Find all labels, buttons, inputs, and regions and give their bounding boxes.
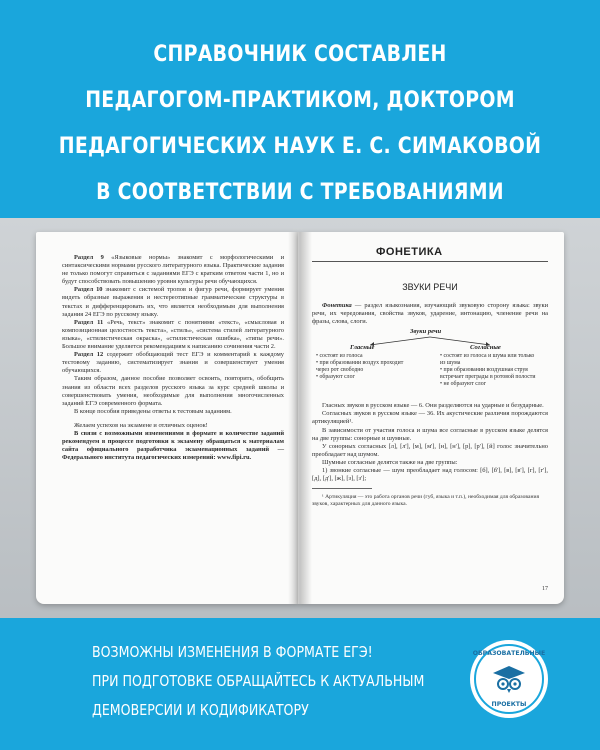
section-12-heading: Раздел 12 <box>74 351 104 359</box>
bottom-line-1: ВОЗМОЖНЫ ИЗМЕНЕНИЯ В ФОРМАТЕ ЕГЭ! <box>92 643 373 661</box>
section-title: ФОНЕТИКА <box>376 246 443 258</box>
consonants-count-text: Согласных звуков в русском языке — 36. Их акустические различия порождаются артикуляцией¹. <box>312 410 548 426</box>
left-page <box>36 232 298 604</box>
noisy-text: Шумные согласные делятся также на две группы: <box>322 458 458 466</box>
section-9-text: «Языковые нормы» знакомит с морфологическими и синтаксическими нормами русского литературного языка. Практические задания не только помогут справиться с заданиями ЕГЭ с кратким ответом части 1, но и будут способствовать повышению уровня культуры речи обучающихся. <box>62 254 284 286</box>
voiced-text: 1) звонкие согласные — шум преобладает над голосом: [б], [б'], [в], [в'], [г], [г'], [д], [д'], [ж], [з], [з']; <box>312 467 548 483</box>
section-9-heading: Раздел 9 <box>74 254 104 261</box>
headline-line-1: СПРАВОЧНИК СОСТАВЛЕН <box>153 42 447 67</box>
vowels-label: Гласные <box>350 344 375 352</box>
answers-note: В конце пособия приведены ответы к тестовым заданиям. <box>74 407 232 415</box>
bottom-line-2: ПРИ ПОДГОТОВКЕ ОБРАЩАЙТЕСЬ К АКТУАЛЬНЫМ <box>92 672 425 690</box>
consonant-groups-text: В зависимости от участия голоса и шума все согласные в русском языке делятся на две группы: сонорные и шумные. <box>312 426 548 442</box>
consonants-list <box>440 353 540 388</box>
phonetics-definition: — раздел языкознания, изучающий звуковую сторону языка: звуки речи, их чередования, свойства звуков, ударение, интонацию, членение речи на фразы, слова, слоги. <box>312 302 548 326</box>
consonants-label: Согласные <box>470 344 501 352</box>
consonants-item: • не образуют слог <box>440 381 540 388</box>
logo-top-text: ОБРАЗОВАТЕЛЬНЫЕ <box>472 650 546 657</box>
phonetics-intro <box>312 302 548 326</box>
headline-line-2: ПЕДАГОГОМ-ПРАКТИКОМ, ДОКТОРОМ <box>85 88 515 113</box>
fipi-note: В связи с возможными изменениями в формате и количестве заданий рекомендуем в процессе подготовки к экзамену обращаться к материалам сайта официального разработчика экзаменационных заданий — Федерального института педагогических измерений: www.fipi.ru. <box>62 429 284 462</box>
right-page-content <box>312 246 548 508</box>
section-rule <box>312 261 548 262</box>
vowels-item: • образуют слог <box>316 374 416 381</box>
summary-paragraph: Таким образом, данное пособие позволяет освоить, повторить, обобщить знания из области всех разделов русского языка за курс средней школы и совершенствовать умения, необходимые для выполнения многочисленных заданий ЕГЭ современного формата. <box>62 375 284 407</box>
footnote-rule <box>312 488 372 489</box>
diagram-root-label: Звуки речи <box>410 328 442 336</box>
phonetics-body <box>312 402 548 483</box>
vowels-item: • при образовании воздух проходит через рот свободно <box>316 360 416 374</box>
bottom-notice <box>92 638 445 725</box>
subsection-title: ЗВУКИ РЕЧИ <box>402 282 458 292</box>
right-page <box>298 232 564 604</box>
vowels-item: • состоят из голоса <box>316 353 416 360</box>
section-11-heading: Раздел 11 <box>74 318 104 326</box>
page-number: 17 <box>542 586 548 592</box>
left-page-text <box>62 254 284 462</box>
footnote: ¹ Артикуляция — это работа органов речи (губ, языка и т.п.), необходимая для образования звуков, характерных для данного языка. <box>312 494 540 508</box>
vowels-count-text: Гласных звуков в русском языке — 6. Они разделяются на ударные и безударные. <box>322 402 544 410</box>
section-10-text: знакомит с системой тропов и фигур речи, формирует умения видеть образные выражения и нестереотипные грамматические структуры в текстах и дифференцировать их, что является необходимым для выполнения задания 24 ЕГЭ по русскому языку. <box>62 286 285 318</box>
wishes-paragraph: Желаем успехов на экзамене и отличных оценок! <box>74 421 208 429</box>
speech-sounds-diagram <box>312 328 548 390</box>
sonorant-text: У сонорных согласных [л], [л'], [м], [м'], [н], [н'], [р], [р'], [й] голос значительно преобладает над шумом. <box>312 442 548 458</box>
bottom-line-3: ДЕМОВЕРСИИ И КОДИФИКАТОРУ <box>92 701 309 719</box>
headline-line-4: В СООТВЕТСТВИИ С ТРЕБОВАНИЯМИ <box>96 180 504 205</box>
publisher-logo <box>470 640 548 718</box>
section-12-text: содержит обобщающий тест ЕГЭ и комментарий к каждому тестовому заданию, систематизирует знания и совершенствует умения обучающихся. <box>62 351 284 375</box>
section-10-heading: Раздел 10 <box>74 286 103 294</box>
consonants-item: • состоят из голоса и шума или только из шума <box>440 353 540 367</box>
consonants-item: • при образовании воздушная струя встречает преграды в ротовой полости <box>440 367 540 381</box>
headline-line-3: ПЕДАГОГИЧЕСКИХ НАУК Е. С. СИМАКОВОЙ <box>58 134 542 159</box>
book-spine-shadow <box>288 232 312 604</box>
open-book <box>36 232 564 618</box>
vowels-list <box>316 353 416 381</box>
section-11-text: «Речь, текст» знакомит с понятиями «текст», «смысловая и композиционная целостность текста», «стиль», «система стилей литературного языка», «стилистическая окраска», «стилистическая ошибка», «типы речи». Большое внимание уделяется рекомендациям к написанию сочинения части 2. <box>62 318 284 351</box>
phonetics-term: Фонетика <box>322 302 352 309</box>
logo-bottom-text: ПРОЕКТЫ <box>491 701 527 708</box>
